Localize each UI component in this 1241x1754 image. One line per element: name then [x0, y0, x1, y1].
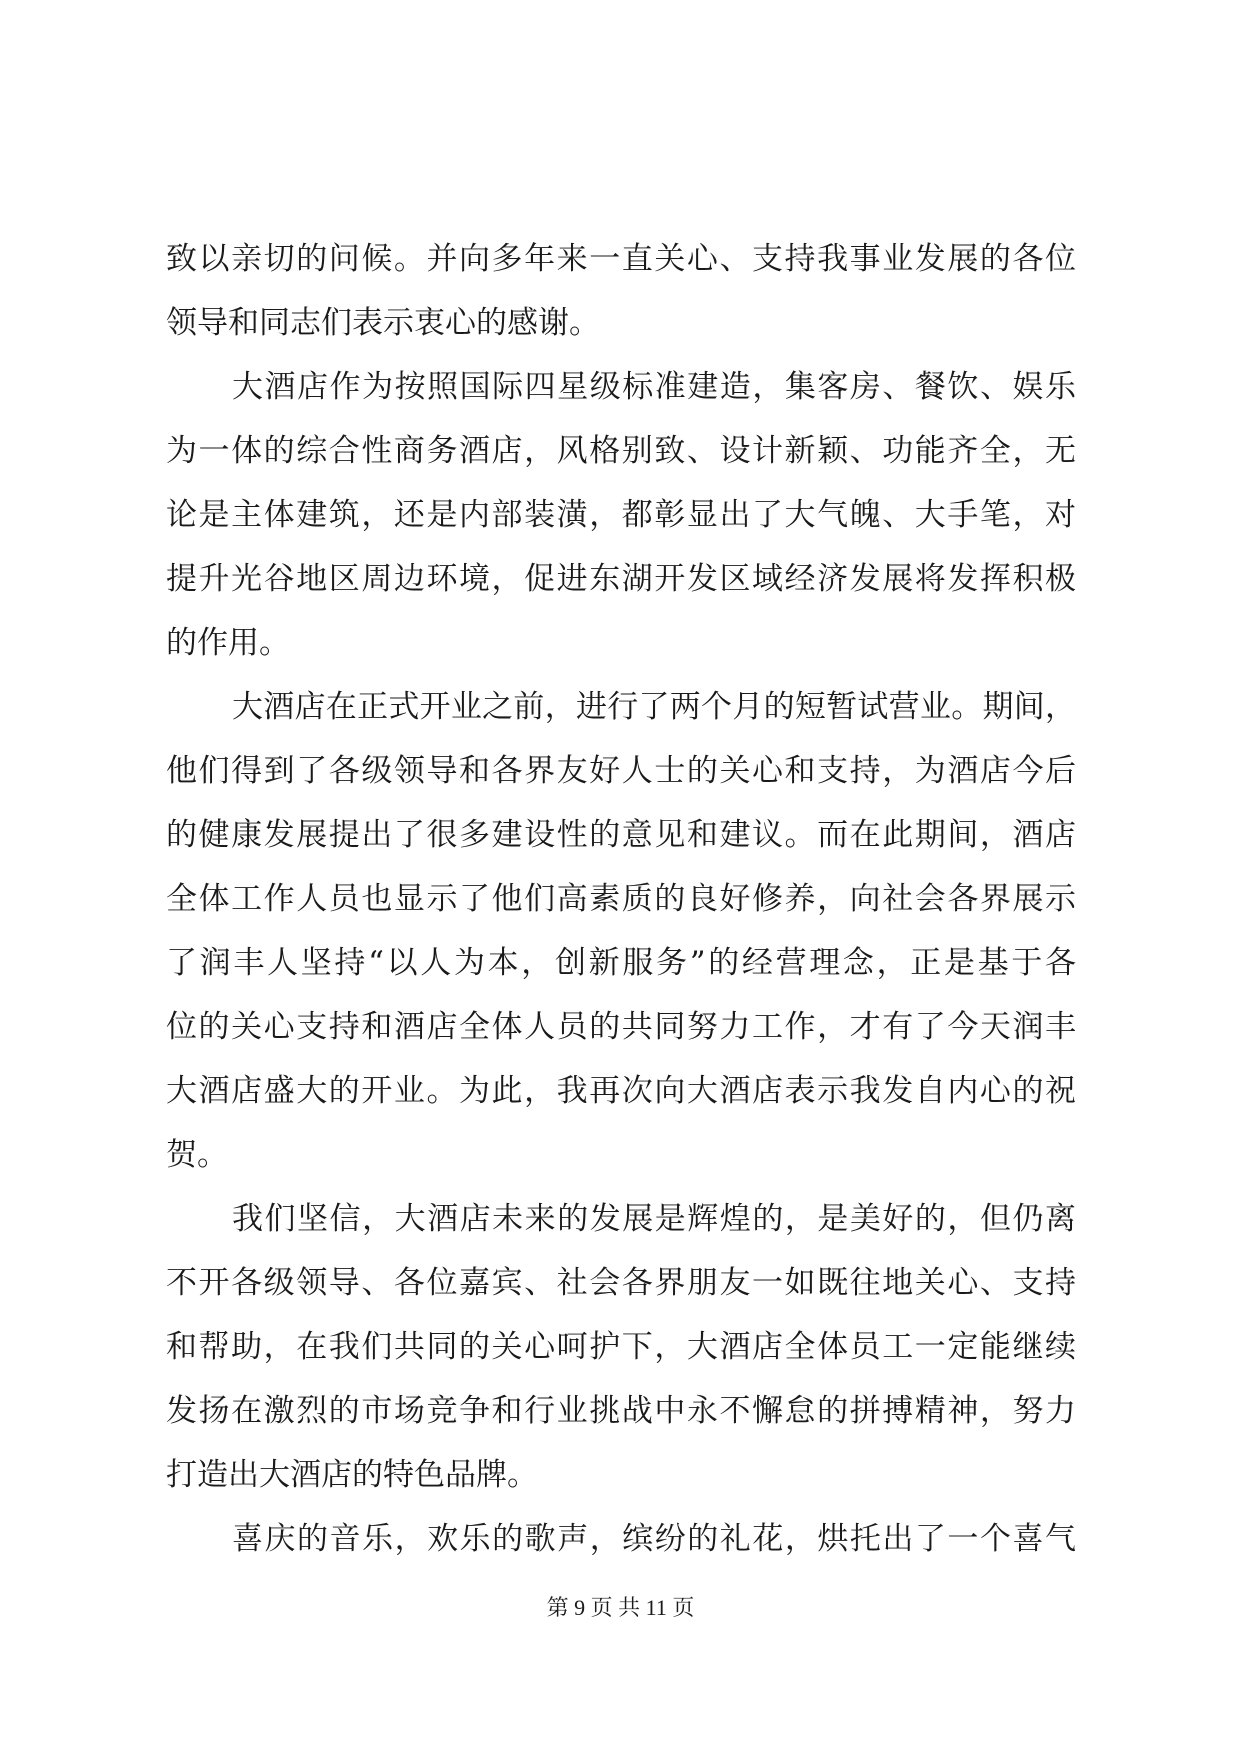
- text-line: 的健康发展提出了很多建设性的意见和建议。而在此期间，酒店: [166, 817, 1076, 853]
- text-line: 位的关心支持和酒店全体人员的共同努力工作，才有了今天润丰: [166, 1009, 1076, 1045]
- text-line: 贺。: [166, 1137, 228, 1173]
- body-text: [166, 227, 1076, 1571]
- text-line: 全体工作人员也显示了他们高素质的良好修养，向社会各界展示: [166, 881, 1076, 917]
- paragraph-first-line: 喜庆的音乐，欢乐的歌声，缤纷的礼花，烘托出了一个喜气: [232, 1521, 1076, 1557]
- paragraph-first-line: 大酒店在正式开业之前，进行了两个月的短暂试营业。期间，: [232, 689, 1076, 725]
- text-line: 和帮助，在我们共同的关心呵护下，大酒店全体员工一定能继续: [166, 1329, 1076, 1365]
- text-line: 论是主体建筑，还是内部装潢，都彰显出了大气魄、大手笔，对: [166, 497, 1076, 533]
- text-line: 的作用。: [166, 625, 290, 661]
- text-line: 为一体的综合性商务酒店，风格别致、设计新颖、功能齐全，无: [166, 433, 1076, 469]
- text-line: 了润丰人坚持“以人为本，创新服务”的经营理念，正是基于各: [166, 945, 1076, 981]
- paragraph-first-line: 大酒店作为按照国际四星级标准建造，集客房、餐饮、娱乐: [232, 369, 1076, 405]
- text-line: 提升光谷地区周边环境，促进东湖开发区域经济发展将发挥积极: [166, 561, 1076, 597]
- paragraph-first-line: 我们坚信，大酒店未来的发展是辉煌的，是美好的，但仍离: [232, 1201, 1076, 1237]
- text-line: 致以亲切的问候。并向多年来一直关心、支持我事业发展的各位: [166, 241, 1076, 277]
- text-line: 他们得到了各级领导和各界友好人士的关心和支持，为酒店今后: [166, 753, 1076, 789]
- text-line: 打造出大酒店的特色品牌。: [166, 1457, 538, 1493]
- text-line: 不开各级领导、各位嘉宾、社会各界朋友一如既往地关心、支持: [166, 1265, 1076, 1301]
- text-line: 发扬在激烈的市场竞争和行业挑战中永不懈怠的拼搏精神，努力: [166, 1393, 1076, 1429]
- text-line: 领导和同志们表示衷心的感谢。: [166, 305, 600, 341]
- page-number-footer: 第 9 页 共 11 页: [546, 1595, 695, 1620]
- text-line: 大酒店盛大的开业。为此，我再次向大酒店表示我发自内心的祝: [166, 1073, 1076, 1109]
